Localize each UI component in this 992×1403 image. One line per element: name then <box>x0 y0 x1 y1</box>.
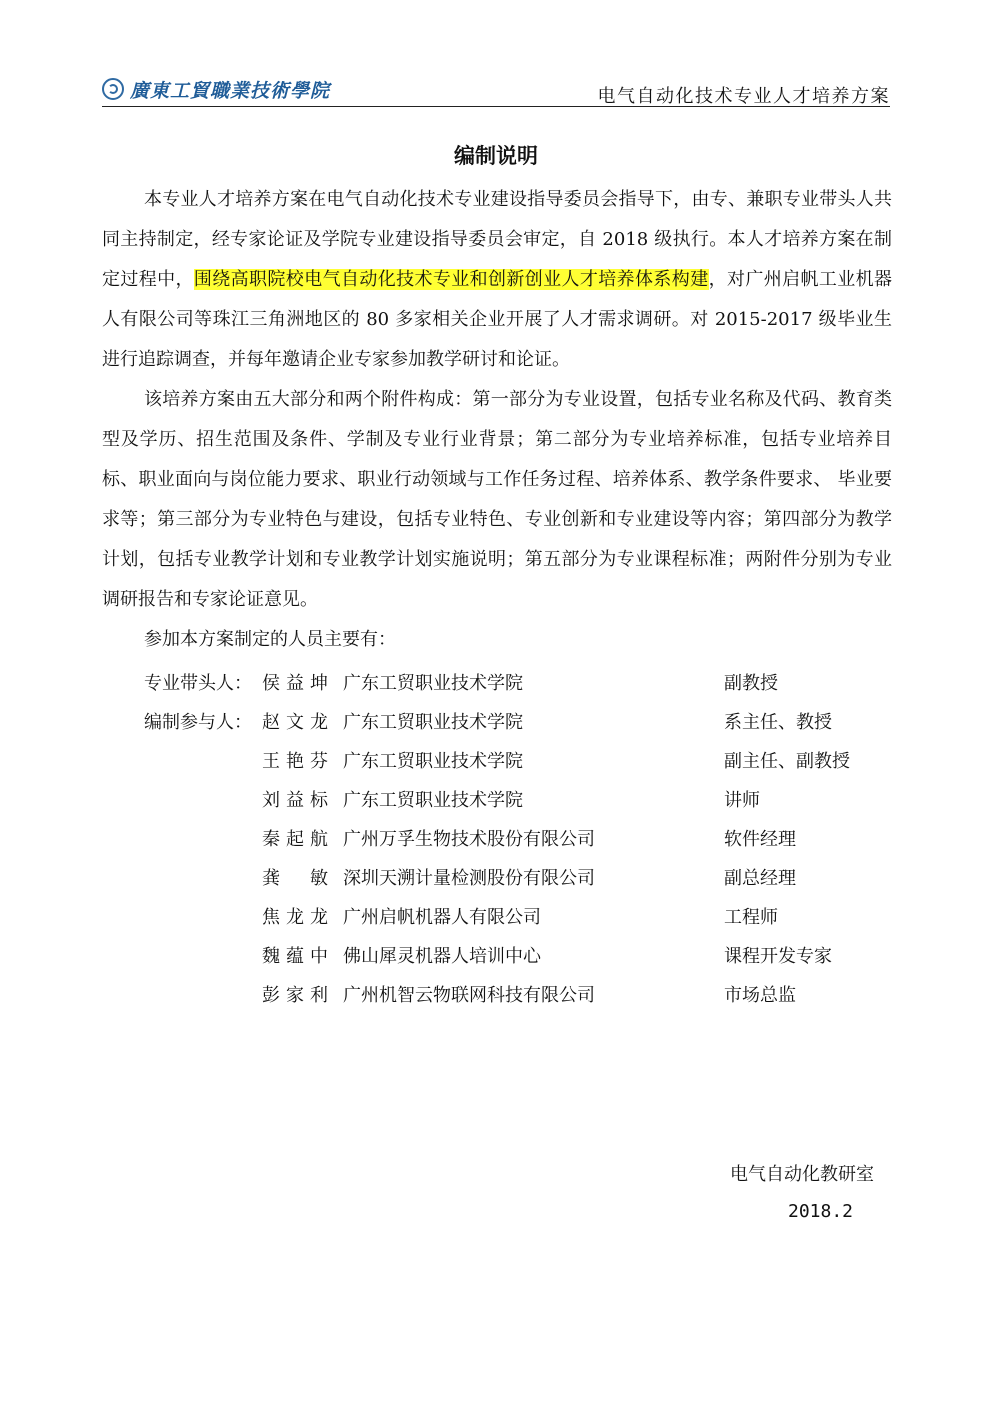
staff-name: 彭家利 <box>262 985 328 1006</box>
paragraph-1-text-b: ，对广州启帆工业机器人有限公司等珠江三角洲地区的 80 多家相关企业开展了人才需求调研。对 2015-2017 级毕业生进行追踪调查，并每年邀请企业专家参加教学研讨和论证。 <box>102 269 893 370</box>
staff-title: 工程师 <box>724 907 778 928</box>
staff-row <box>102 898 892 937</box>
staff-name: 秦起航 <box>262 829 328 850</box>
staff-organization: 广州万孚生物技术股份有限公司 <box>343 829 595 850</box>
staff-name: 龚敏 <box>262 868 328 889</box>
paragraph-1 <box>102 180 892 380</box>
running-title: 电气自动化技术专业人才培养方案 <box>597 86 890 107</box>
staff-organization: 广东工贸职业技术学院 <box>343 790 523 811</box>
staff-row <box>102 781 892 820</box>
staff-name: 魏蕴中 <box>262 946 328 967</box>
staff-title: 系主任、教授 <box>724 712 832 733</box>
college-emblem-icon <box>102 78 124 100</box>
college-logo-text: 廣東工貿職業技術學院 <box>130 79 331 102</box>
header-divider <box>102 106 890 107</box>
paragraph-2: 该培养方案由五大部分和两个附件构成：第一部分为专业设置，包括专业名称及代码、教育类型及学历、招生范围及条件、学制及专业行业背景；第二部分为专业培养标准，包括专业培养目标、职业面向与岗位能力要求、职业行动领域与工作任务过程、培养体系、教学条件要求、 毕业要求等；第三部分为专业特色与建设，包括专业特色、专业创新和专业建设等内容；第四部分为教学计划，包括专业教学计划和专业教学计划实施说明；第五部分为专业课程标准；两附件分别为专业调研报告和专家论证意见。 <box>102 389 892 610</box>
staff-name: 王艳芬 <box>262 751 328 772</box>
staff-organization: 广东工贸职业技术学院 <box>343 751 523 772</box>
staff-title: 讲师 <box>724 790 760 811</box>
staff-title: 市场总监 <box>724 985 796 1006</box>
staff-row <box>102 664 892 703</box>
staff-organization: 广东工贸职业技术学院 <box>343 712 523 733</box>
staff-name: 焦龙龙 <box>262 907 328 928</box>
paragraph-1-text-a: 本专业人才培养方案在电气自动化技术专业建设指导委员会指导下，由专、兼职专业带头人共同主持制定，经专家论证及学院专业建设指导委员会审定，自 2018 级执行。本人才培养方案在制定过程中， <box>102 189 892 290</box>
staff-title: 副教授 <box>724 673 778 694</box>
staff-title: 课程开发专家 <box>724 946 832 967</box>
staff-organization: 广东工贸职业技术学院 <box>343 673 523 694</box>
staff-name: 侯益坤 <box>262 673 328 694</box>
staff-row <box>102 937 892 976</box>
staff-name: 刘益标 <box>262 790 328 811</box>
page-header <box>102 72 890 108</box>
staff-role: 编制参与人： <box>144 712 252 733</box>
staff-organization: 广州机智云物联网科技有限公司 <box>343 985 595 1006</box>
staff-list <box>102 664 892 1015</box>
staff-title: 副主任、副教授 <box>724 751 850 772</box>
footer-department: 电气自动化教研室 <box>730 1164 874 1185</box>
staff-row <box>102 742 892 781</box>
highlighted-text: 围绕高职院校电气自动化技术专业和创新创业人才培养体系构建 <box>193 269 709 290</box>
college-logo <box>102 72 330 106</box>
staff-organization: 广州启帆机器人有限公司 <box>343 907 541 928</box>
staff-row <box>102 703 892 742</box>
staff-intro: 参加本方案制定的人员主要有： <box>144 629 396 650</box>
footer-date: 2018.2 <box>788 1201 854 1222</box>
staff-organization: 佛山犀灵机器人培训中心 <box>343 946 541 967</box>
staff-row <box>102 859 892 898</box>
staff-organization: 深圳天溯计量检测股份有限公司 <box>343 868 595 889</box>
document-body <box>102 180 892 1015</box>
staff-row <box>102 820 892 859</box>
staff-title: 副总经理 <box>724 868 796 889</box>
staff-title: 软件经理 <box>724 829 796 850</box>
staff-row <box>102 976 892 1015</box>
document-title: 编制说明 <box>454 144 538 168</box>
staff-role: 专业带头人： <box>144 673 252 694</box>
staff-name: 赵文龙 <box>262 712 328 733</box>
